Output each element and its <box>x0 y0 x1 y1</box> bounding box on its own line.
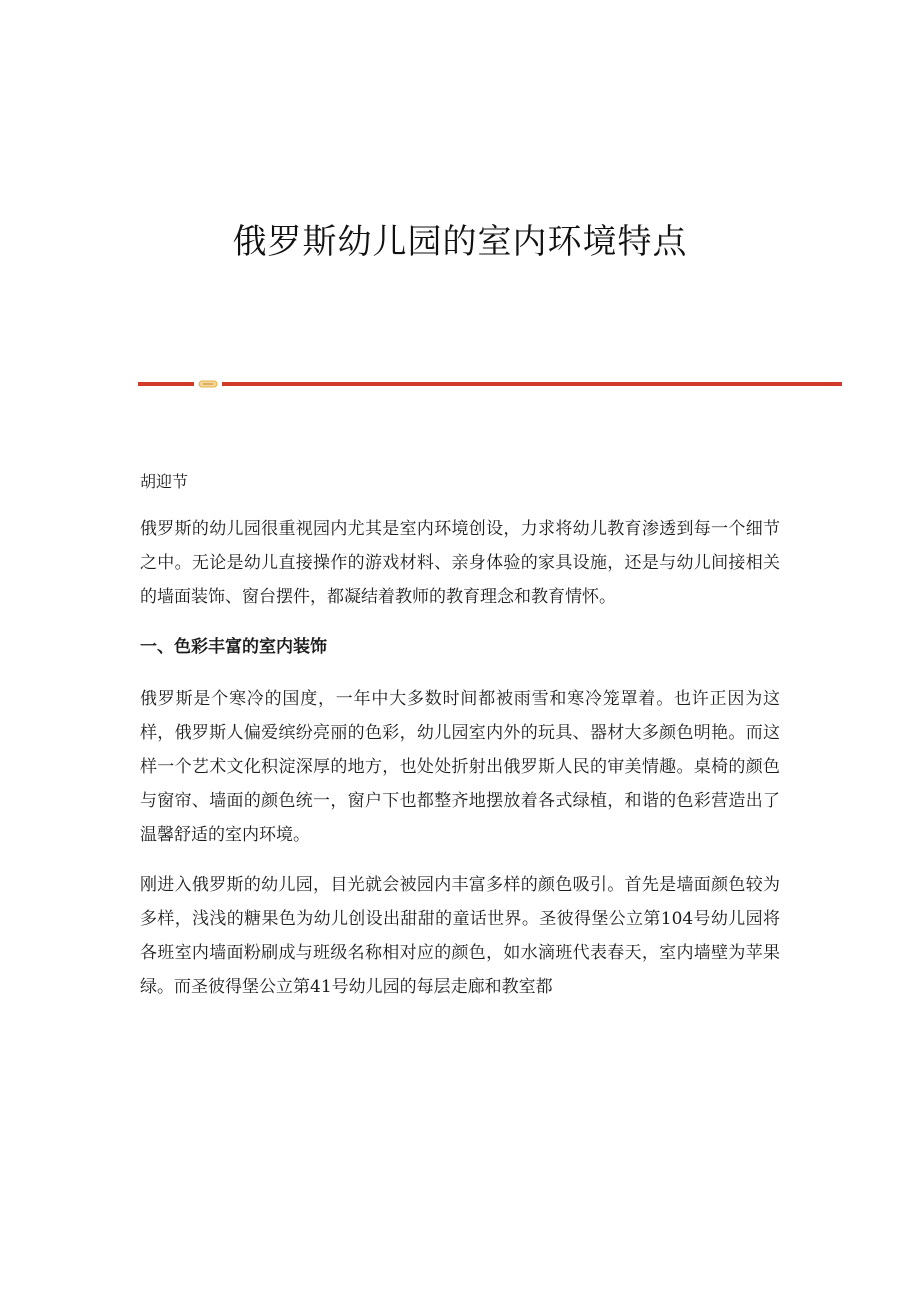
section-paragraph: 俄罗斯是个寒冷的国度，一年中大多数时间都被雨雪和寒冷笼罩着。也许正因为这样，俄罗斯人偏爱缤纷亮丽的色彩，幼儿园室内外的玩具、器材大多颜色明艳。而这样一个艺术文化积淀深厚的地方，也处处折射出俄罗斯人民的审美情趣。桌椅的颜色与窗帘、墙面的颜色统一，窗户下也都整齐地摆放着各式绿植，和谐的色彩营造出了温馨舒适的室内环境。 <box>140 689 780 845</box>
section-heading: 一、色彩丰富的室内装饰 <box>140 637 327 657</box>
divider-line-right <box>222 382 842 386</box>
page-title: 俄罗斯幼儿园的室内环境特点 <box>232 222 688 262</box>
divider-ornament-icon <box>198 380 218 388</box>
divider-line-left <box>138 382 194 386</box>
title-divider <box>138 380 842 388</box>
document-body <box>140 466 780 1020</box>
author: 胡迎节 <box>140 472 189 491</box>
intro-paragraph: 俄罗斯的幼儿园很重视园内尤其是室内环境创设，力求将幼儿教育渗透到每一个细节之中。无论是幼儿直接操作的游戏材料、亲身体验的家具设施，还是与幼儿间接相关的墙面装饰、窗台摆件，都凝结着教师的教育理念和教育情怀。 <box>140 519 780 607</box>
section-paragraph: 刚进入俄罗斯的幼儿园，目光就会被园内丰富多样的颜色吸引。首先是墙面颜色较为多样，浅浅的糖果色为幼儿创设出甜甜的童话世界。圣彼得堡公立第104号幼儿园将各班室内墙面粉刷成与班级名称相对应的颜色，如水滴班代表春天，室内墙壁为苹果绿。而圣彼得堡公立第41号幼儿园的每层走廊和教室都 <box>140 875 780 997</box>
